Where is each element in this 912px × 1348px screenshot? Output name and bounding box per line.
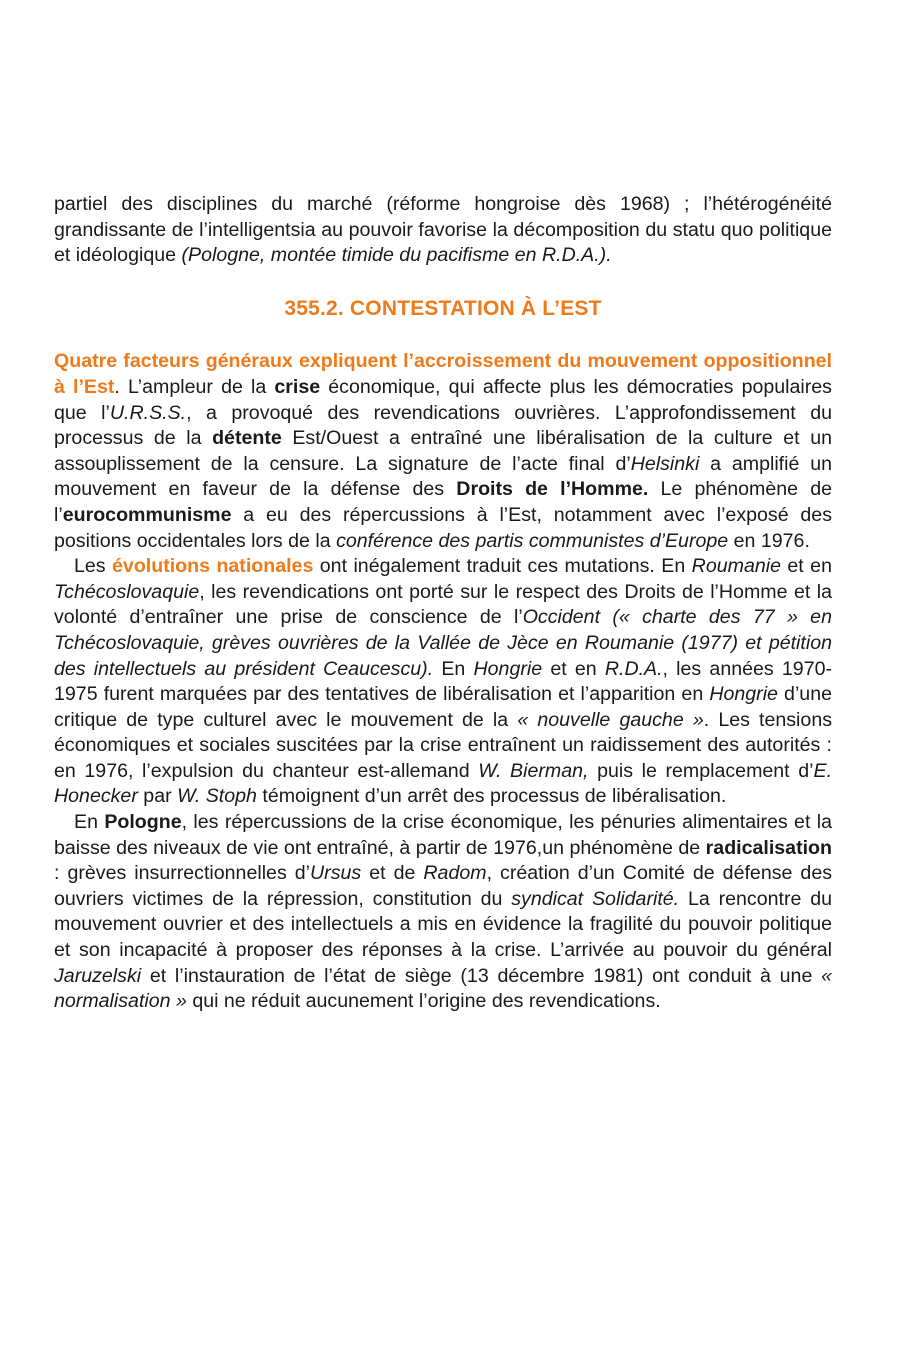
text-run: a eu des répercussions à l’Est, notamment avec l’exposé des positions occidentales lors de la <box>54 503 832 552</box>
text-run: et de <box>361 862 424 885</box>
text-run: En <box>433 657 474 680</box>
italic-text: Hongrie <box>473 657 543 680</box>
text-run: ont inégalement traduit ces mutations. En <box>313 555 692 578</box>
section-heading: 355.2. CONTESTATION À L’EST <box>284 296 602 320</box>
paragraph-national-evolutions <box>54 554 832 810</box>
text-run: et en <box>780 555 832 578</box>
text-run: partiel des disciplines du marché (réforme hongroise dès 1968) ; l’hétérogénéité grandissante de l’intelligentsia au pouvoir favorise la décomposition du statu quo politique et idéologique <box>54 193 832 267</box>
text-run: , les répercussions de la crise économique, les pénuries alimentaires et la baisse des niveaux de vie ont entraîné, à partir de 1976,un phénomène de <box>54 811 832 859</box>
text-run: La rencontre du mouvement ouvrier et des intellectuels a mis en évidence la fragilité du pouvoir politique et son incapacité à proposer des réponses à la crise. L’arrivée au pouvoir du général <box>54 887 833 962</box>
italic-text: Helsinki <box>630 452 700 475</box>
text-run: en 1976. <box>728 529 810 552</box>
bold-term: Droits de l’Homme. <box>456 478 649 501</box>
highlighted-term: évolutions nationales <box>112 555 314 578</box>
italic-text: Ursus <box>310 862 362 885</box>
text-run: , les revendications ont porté sur le respect des Droits de l’Homme et la volonté d’entraîner une prise de conscience de l’ <box>54 580 832 629</box>
text-run: et en <box>542 657 605 680</box>
text-run: Est/Ouest a entraîné une libéralisation de la culture et un assouplissement de la censure. La signature de l’acte final d’ <box>54 427 832 475</box>
italic-text: W. Stoph <box>177 785 257 808</box>
italic-text: Jaruzelski <box>54 964 142 987</box>
paragraph-factors <box>54 349 832 554</box>
italic-text: R.D.A. <box>604 657 663 680</box>
italic-text: « normalisation » <box>54 964 832 1013</box>
document-page <box>54 192 832 1015</box>
text-run: puis le remplacement d’ <box>588 759 814 782</box>
text-run: économique, qui affecte plus les démocraties populaires que l’ <box>54 375 832 424</box>
italic-text: conférence des partis communistes d’Europe <box>336 529 729 552</box>
bold-term: radicalisation <box>705 836 832 859</box>
text-run: , création d’un Comité de défense des ouvriers victimes de la répression, constitution du <box>54 862 833 910</box>
highlighted-lead: Quatre facteurs généraux expliquent l’accroissement du mouvement oppositionnel à l’Est <box>54 350 832 398</box>
italic-text: E. Honecker <box>54 759 833 808</box>
text-run: En <box>74 811 105 834</box>
paragraph-poland <box>54 810 832 1015</box>
text-run: et l’instauration de l’état de siège (13 décembre 1981) ont conduit à une <box>141 964 822 987</box>
italic-text: « nouvelle gauche » <box>517 708 704 731</box>
bold-term: Pologne <box>104 811 182 834</box>
italic-text: Radom <box>423 862 487 885</box>
text-run: par <box>137 785 178 808</box>
italic-text: Hongrie <box>709 683 778 706</box>
italic-text: Tchécoslovaquie <box>54 580 200 603</box>
text-run: : grèves insurrectionnelles d’ <box>54 862 311 885</box>
text-run: , a provoqué des revendications ouvrières. L’approfondissement du processus de la <box>54 401 833 450</box>
bold-term: crise <box>274 375 321 398</box>
italic-text: Occident (« charte des 77 » en Tchécoslovaquie, grèves ouvrières de la Vallée de Jèce en Roumanie (1977) et pétition des intellectuels au président Ceaucescu). <box>54 606 832 680</box>
italic-text: U.R.S.S. <box>109 401 187 424</box>
text-run: . Les tensions économiques et sociales suscitées par la crise entraînent un raidissement des autorités : en 1976, l’expulsion du chanteur est-allemand <box>54 708 833 782</box>
bold-term: détente <box>212 427 282 450</box>
italic-text: syndicat Solidarité. <box>511 887 680 910</box>
italic-text: Roumanie <box>691 555 781 578</box>
italic-text: W. Bierman, <box>478 759 589 782</box>
text-run: Le phénomène de l’ <box>54 478 832 526</box>
text-run: d’une critique de type culturel avec le mouvement de la <box>54 683 832 731</box>
bold-term: eurocommunisme <box>62 503 232 526</box>
text-run: Les <box>74 555 113 578</box>
text-run: a amplifié un mouvement en faveur de la défense des <box>54 452 832 501</box>
italic-text: (Pologne, montée timide du pacifisme en R.D.A.). <box>181 244 612 267</box>
text-run: . L’ampleur de la <box>114 375 275 398</box>
text-run: , les années 1970-1975 furent marquées par des tentatives de libéralisation et l’apparition en <box>54 657 833 706</box>
intro-paragraph <box>54 192 832 269</box>
text-run: qui ne réduit aucunement l’origine des revendications. <box>186 990 661 1013</box>
text-run: témoignent d’un arrêt des processus de libéralisation. <box>256 785 727 808</box>
